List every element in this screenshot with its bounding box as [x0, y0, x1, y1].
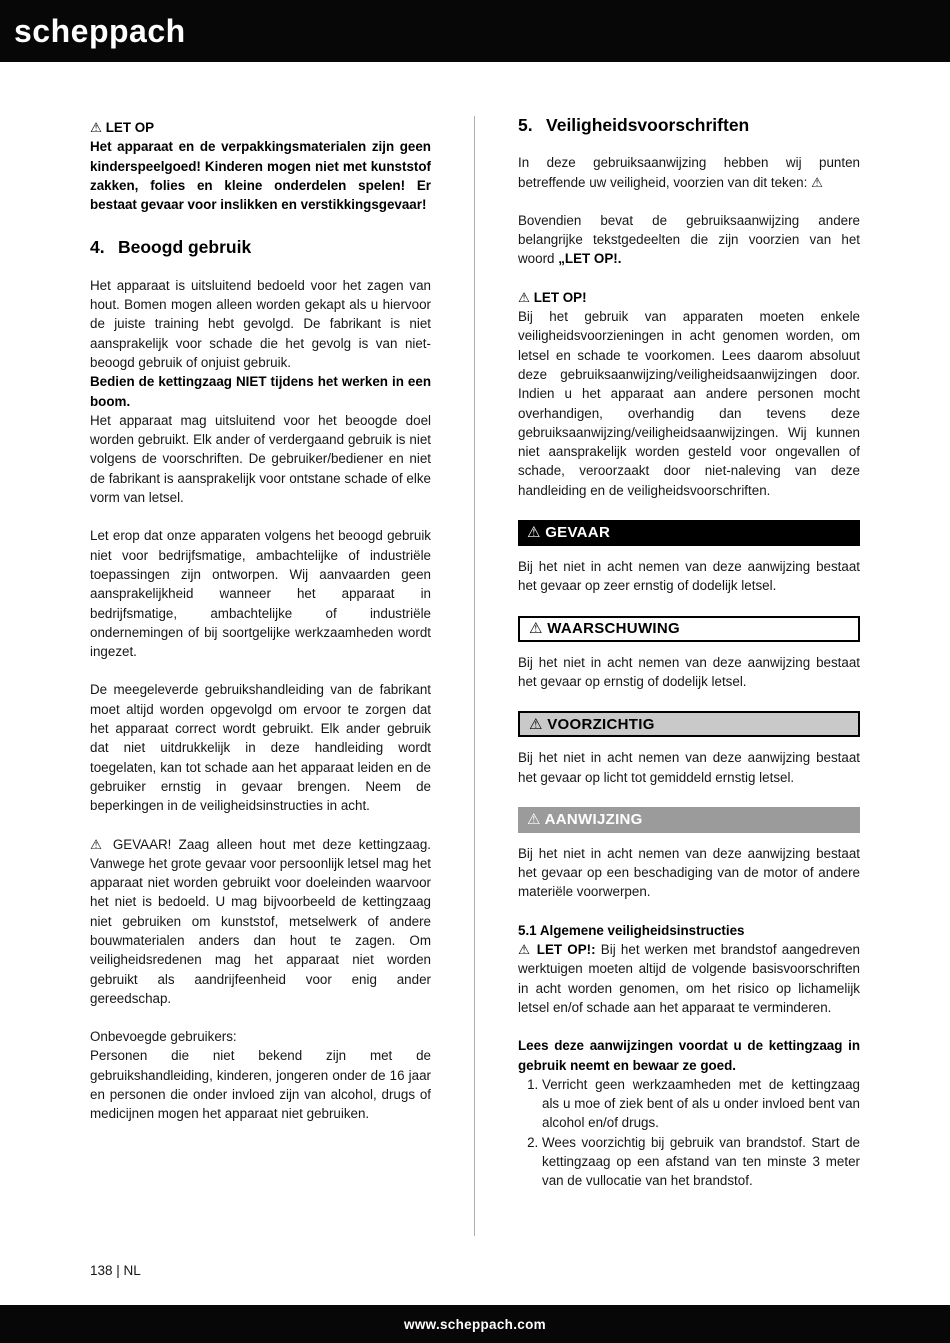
paragraph: Let erop dat onze apparaten volgens het beoogd gebruik niet voor bedrijfsmatige, ambachtelijke of industriële toepassingen zijn ontworpen. Wij aanvaarden geen aansprakelijkheid wanneer het apparaat in bedrijfsmatige, ambachtelijke of industriële ondernemingen of bij soortgelijke werkzaamheden wordt ingezet.	[90, 528, 431, 660]
subsection-5-1-heading: 5.1 Algemene veiligheidsinstructies	[518, 922, 745, 938]
caution-body: Bij het niet in acht nemen van deze aanwijzing bestaat het gevaar op licht tot gemiddeld ernstig letsel.	[518, 750, 860, 785]
section-4-title: Beoogd gebruik	[118, 237, 252, 258]
warning-box: ⚠ WAARSCHUWING	[518, 616, 860, 642]
paragraph: Personen die niet bekend zijn met de gebruikshandleiding, kinderen, jongeren onder de 16 jaar en personen die onder invloed zijn van alcohol, drugs of medicijnen mogen het apparaat niet gebruiken.	[90, 1048, 431, 1122]
paragraph-text: Bij het werken met brandstof aangedreven werktuigen moeten altijd de volgende basisvoorschriften in acht worden genomen, om het risico op lichamelijk letsel en/of schade aan het apparaat te verminderen.	[518, 942, 860, 1015]
let-op-inline: ⚠ LET OP!:	[518, 942, 596, 958]
caution-box: ⚠ VOORZICHTIG	[518, 711, 860, 737]
scheppach-logo: scheppach	[14, 12, 186, 49]
subsection-5-1-lead	[518, 940, 860, 1017]
page-number: 138 | NL	[90, 1263, 141, 1278]
paragraph: ⚠ GEVAAR! Zaag alleen hout met deze kettingzaag. Vanwege het grote gevaar voor persoonlijk letsel mag het apparaat niet worden gebruikt voor doeleinden waarvoor het niet is bedoeld. U mag bijvoorbeeld de kettingzaag niet gebruiken om kunststof, metselwerk of andere bouwmaterialen anders dan hout te zagen. Om veiligheidsredenen mag het apparaat niet worden gebruikt als aandrijfeenheid voor enig ander gereedschap.	[90, 836, 431, 1006]
left-column	[90, 112, 431, 1124]
section-4-heading	[90, 238, 431, 257]
danger-box: ⚠ GEVAAR	[518, 520, 860, 546]
right-column	[518, 112, 860, 1191]
header-bar	[0, 0, 950, 62]
paragraph-bold-text: „LET OP!.	[558, 251, 622, 267]
attention-body: Het apparaat en de verpakkingsmaterialen zijn geen kinderspeelgoed! Kinderen mogen niet met kunststof zakken, folies en kleine onderdelen spelen! Er bestaat gevaar voor inslikken en verstikkingsgevaar!	[90, 139, 431, 213]
section-5-title: Veiligheidsvoorschriften	[546, 115, 750, 135]
paragraph: Het apparaat is uitsluitend bedoeld voor het zagen van hout. Bomen mogen alleen worden gekapt als u hiervoor de juiste training hebt gevolgd. De fabrikant is niet aansprakelijk voor schade die het gevolg is van niet-beoogd gebruik of onjuist gebruik.	[90, 277, 431, 370]
read-instructions-bold: Lees deze aanwijzingen voordat u de kettingzaag in gebruik neemt en bewaar ze goed.	[518, 1038, 860, 1073]
section-5-heading	[518, 116, 860, 135]
let-op-title: ⚠ LET OP!	[518, 289, 587, 305]
website-url: www.scheppach.com	[404, 1316, 546, 1332]
unauthorized-users-label: Onbevoegde gebruikers:	[90, 1029, 237, 1045]
section-4-number: 4.	[90, 237, 105, 258]
footer-bar	[0, 1305, 950, 1343]
attention-title: ⚠ LET OP	[90, 120, 155, 135]
safety-rules-list	[518, 1075, 860, 1191]
paragraph: De meegeleverde gebruikshandleiding van de fabrikant moet altijd worden opgevolgd om ervoor te zorgen dat het apparaat correct wordt gebruikt. Elk ander gebruik dat niet uitdrukkelijk in deze handleiding wordt toegelaten, kan tot schade aan het apparaat leiden en de gebruiker ernstig in gevaar brengen. Neem de beperkingen in de veiligheidsinstructies in acht.	[90, 682, 431, 814]
warning-body: Bij het niet in acht nemen van deze aanwijzing bestaat het gevaar op ernstig of dodelijk letsel.	[518, 654, 860, 689]
list-item: 2. Wees voorzichtig bij gebruik van brandstof. Start de kettingzaag op een afstand van ten minste 3 meter van de vullocatie van het brandstof.	[542, 1133, 860, 1191]
list-item: 1. Verricht geen werkzaamheden met de kettingzaag als u moe of ziek bent of als u onder invloed bent van alcohol en/of drugs.	[542, 1075, 860, 1133]
column-divider	[474, 116, 475, 1236]
notice-box: ⚠ AANWIJZING	[518, 807, 860, 833]
let-op-body: Bij het gebruik van apparaten moeten enkele veiligheidsvoorzieningen in acht genomen worden, om letsel en schade te voorkomen. Lees daarom absoluut deze gebruiksaanwijzing/veiligheidsaanwijzingen door. Indien u het apparaat aan andere personen mocht overhandigen, overhandig dan tevens deze gebruiksaanwijzing/veiligheidsaanwijzingen. Wij kunnen niet aansprakelijk worden gesteld voor ongevallen of schade, veroorzaakt door niet-naleving van deze handleiding en de veiligheidsvoorschriften.	[518, 309, 860, 498]
paragraph	[518, 211, 860, 269]
paragraph-text: Bovendien bevat de gebruiksaanwijzing andere belangrijke tekstgedeelten die zijn voorzien van het woord	[518, 212, 860, 267]
section-5-number: 5.	[518, 115, 533, 135]
paragraph: In deze gebruiksaanwijzing hebben wij punten betreffende uw veiligheid, voorzien van dit teken: ⚠	[518, 155, 860, 190]
paragraph: Het apparaat mag uitsluitend voor het beoogde doel worden gebruikt. Elk ander of verdergaand gebruik is niet volgens de voorschriften. De gebruiker/bediener en niet de fabrikant is aansprakelijk voor ontstane schade of elke vorm van letsel.	[90, 412, 431, 506]
paragraph-bold: Bedien de kettingzaag NIET tijdens het werken in een boom.	[90, 374, 431, 409]
danger-body: Bij het niet in acht nemen van deze aanwijzing bestaat het gevaar op zeer ernstig of dodelijk letsel.	[518, 559, 860, 594]
notice-body: Bij het niet in acht nemen van deze aanwijzing bestaat het gevaar op een beschadiging van de motor of andere materiële voorwerpen.	[518, 845, 860, 900]
